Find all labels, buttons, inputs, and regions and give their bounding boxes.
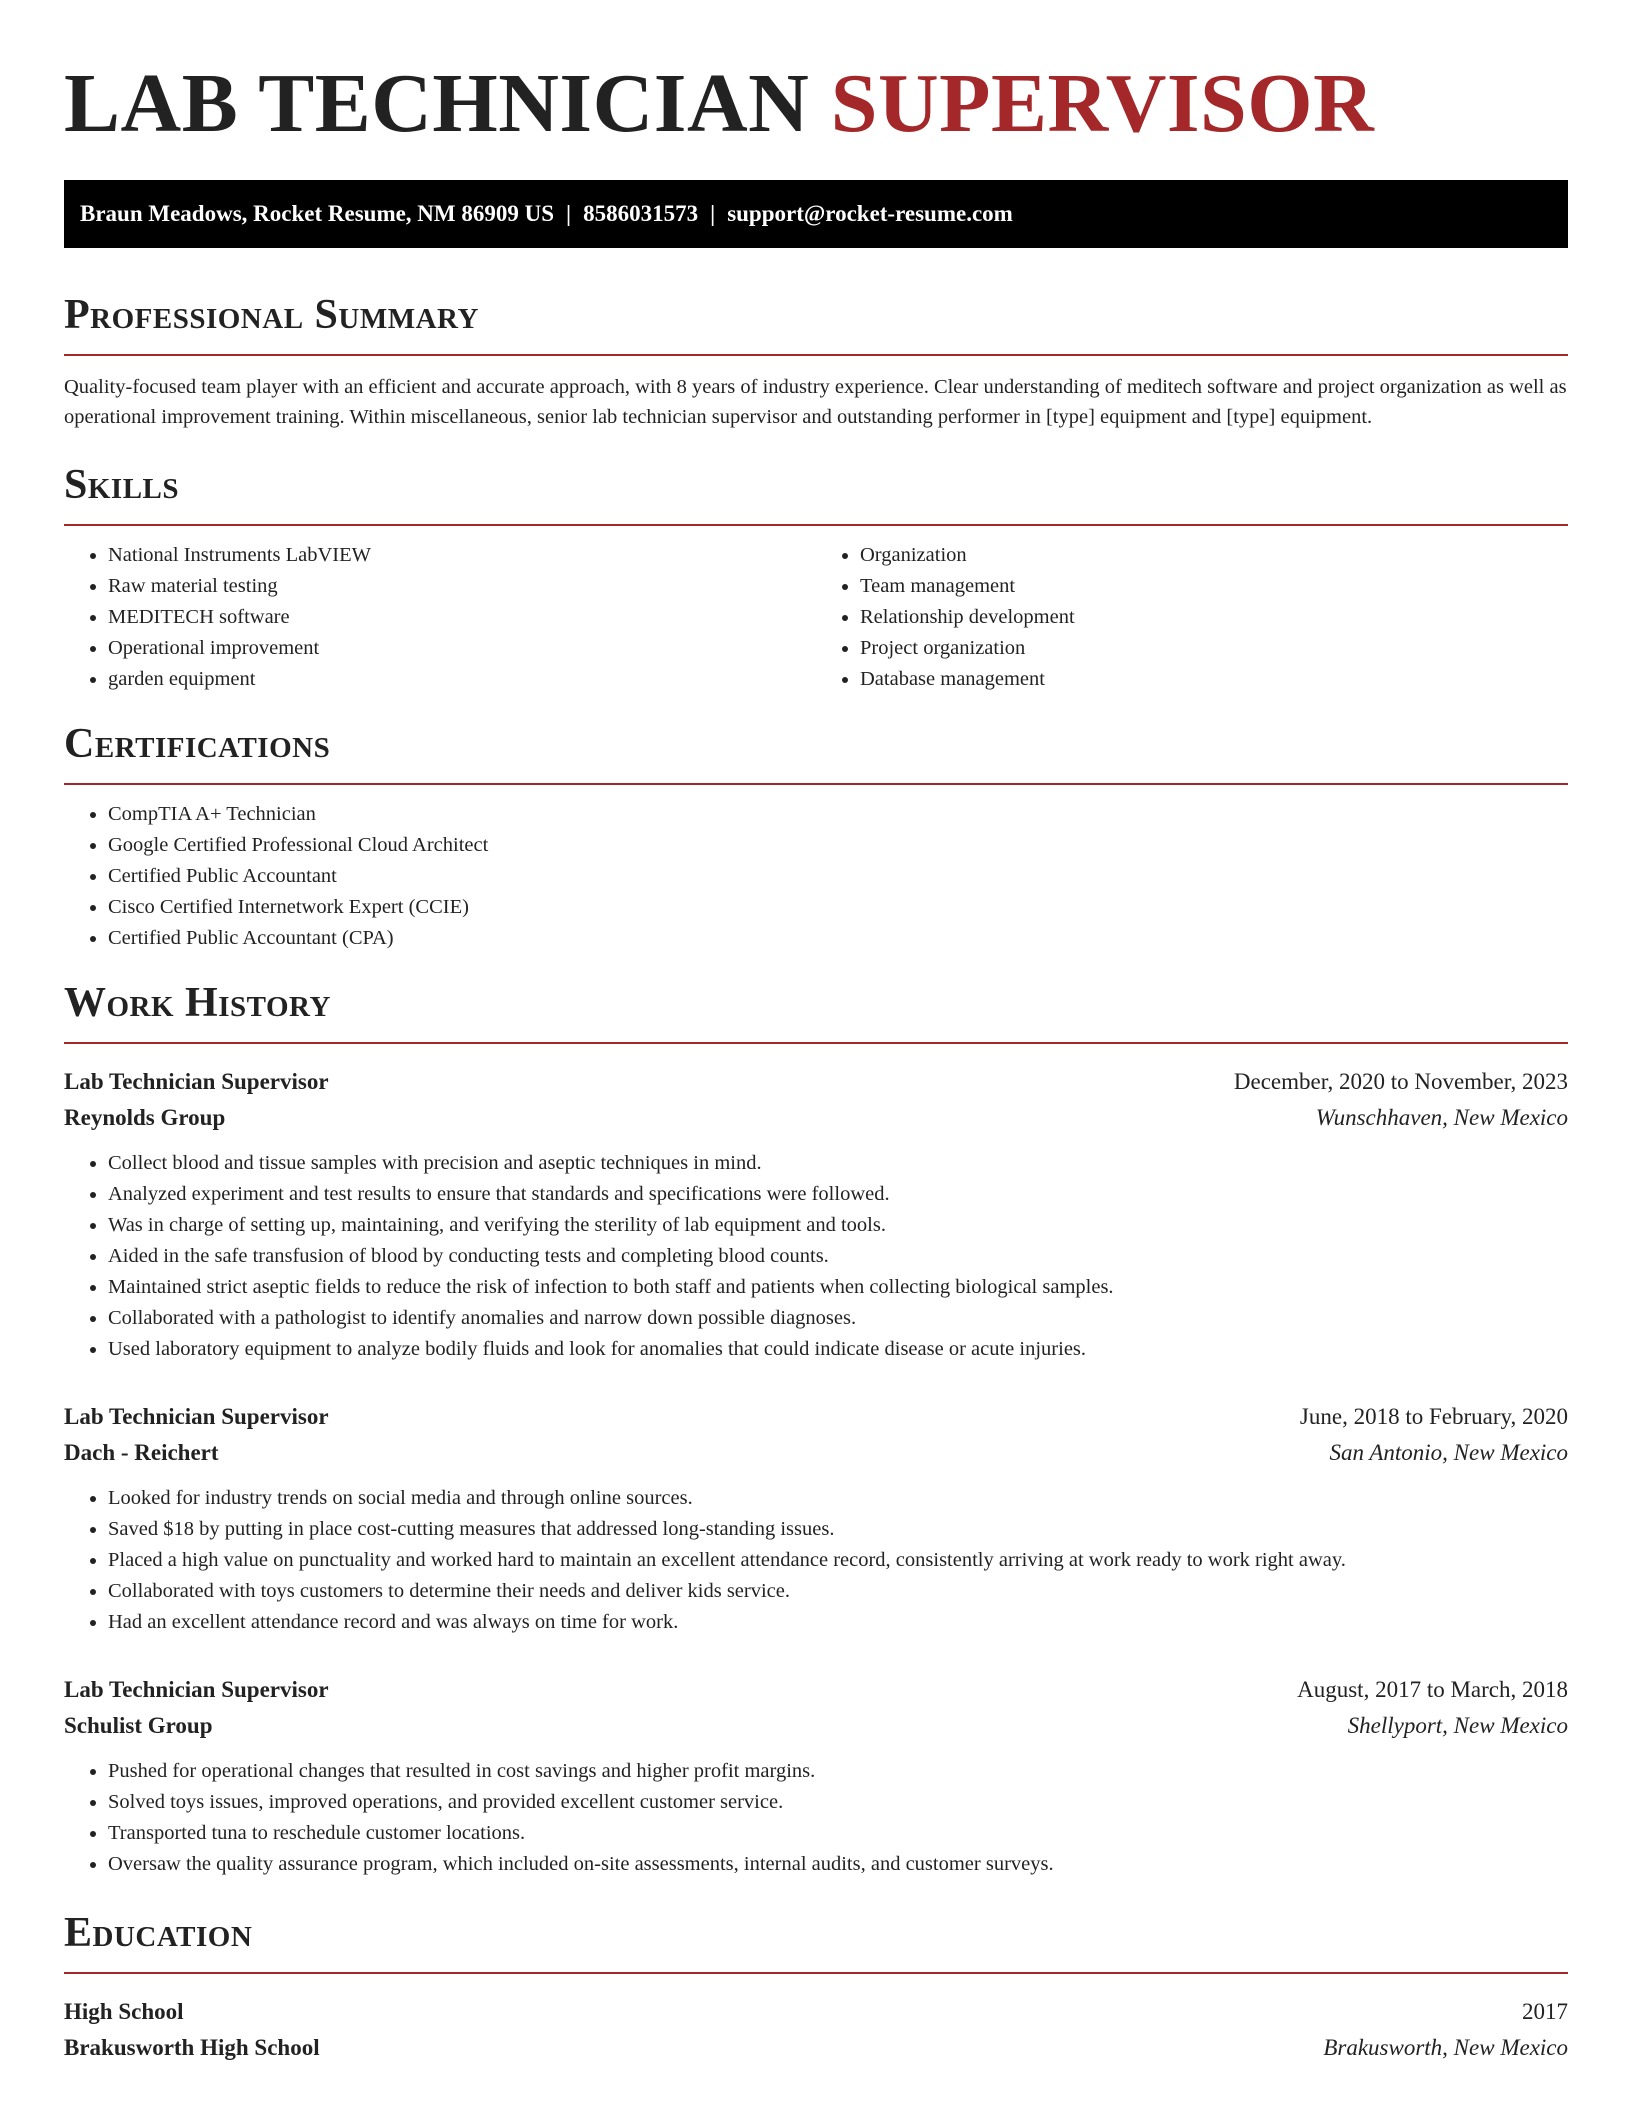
summary-text: Quality-focused team player with an efficient and accurate approach, with 8 years of industry experience. Clear understanding of meditech software and project organization as well as operational improvement training. Within miscellaneous, senior lab technician supervisor and outstanding performer in [type] equipment and [type] equipment. — [64, 376, 1567, 428]
skill-item: • Operational improvement — [108, 633, 816, 664]
job-bullets — [64, 1148, 1568, 1365]
section-divider — [64, 354, 1568, 356]
education-subheader — [64, 2030, 1568, 2066]
contact-address: Braun Meadows, Rocket Resume, NM 86909 US — [80, 201, 555, 226]
education-entry — [64, 1994, 1568, 2066]
contact-phone[interactable]: 8586031573 — [583, 201, 699, 226]
job-bullet: • Pushed for operational changes that resulted in cost savings and higher profit margins. — [108, 1756, 1568, 1787]
job-bullet: • Collect blood and tissue samples with precision and aseptic techniques in mind. — [108, 1148, 1568, 1179]
job-subheader — [64, 1708, 1568, 1744]
work-history-heading: Work History — [64, 980, 331, 1026]
education-location: Brakusworth, New Mexico — [1323, 2035, 1568, 2060]
section-divider — [64, 783, 1568, 785]
skills-heading: Skills — [64, 462, 180, 508]
section-divider — [64, 1042, 1568, 1044]
job-bullet: • Used laboratory equipment to analyze bodily fluids and look for anomalies that could indicate disease or acute injuries. — [108, 1334, 1568, 1365]
education-heading: Education — [64, 1910, 253, 1956]
title-main: LAB TECHNICIAN — [64, 57, 810, 150]
skills-section — [64, 460, 1568, 695]
job-bullets — [64, 1756, 1568, 1880]
skill-item: • Raw material testing — [108, 571, 816, 602]
job-dates: June, 2018 to February, 2020 — [1299, 1404, 1568, 1429]
contact-separator: | — [710, 201, 716, 226]
certification-item: • Certified Public Accountant (CPA) — [108, 923, 1568, 954]
job-bullet: • Had an excellent attendance record and was always on time for work. — [108, 1607, 1568, 1638]
job-location: Wunschhaven, New Mexico — [1315, 1105, 1568, 1130]
job-entry — [64, 1672, 1568, 1880]
job-company: Dach - Reichert — [64, 1440, 219, 1465]
job-dates: August, 2017 to March, 2018 — [1297, 1677, 1568, 1702]
title-accent: SUPERVISOR — [830, 57, 1375, 150]
job-bullet: • Oversaw the quality assurance program, which included on-site assessments, internal audits, and customer surveys. — [108, 1849, 1568, 1880]
skill-item: • Database management — [860, 664, 1568, 695]
certifications-section — [64, 719, 1568, 954]
job-title: Lab Technician Supervisor — [64, 1069, 329, 1094]
summary-section — [64, 290, 1568, 432]
job-bullet: • Saved $18 by putting in place cost-cutting measures that addressed long-standing issues. — [108, 1514, 1568, 1545]
skill-item: • Relationship development — [860, 602, 1568, 633]
education-section — [64, 1908, 1568, 2066]
summary-heading: Professional Summary — [64, 292, 479, 338]
contact-separator: | — [566, 201, 572, 226]
job-bullet: • Collaborated with a pathologist to identify anomalies and narrow down possible diagnoses. — [108, 1303, 1568, 1334]
job-bullet: • Solved toys issues, improved operations, and provided excellent customer service. — [108, 1787, 1568, 1818]
job-location: San Antonio, New Mexico — [1329, 1440, 1568, 1465]
certification-item: • CompTIA A+ Technician — [108, 799, 1568, 830]
education-school: Brakusworth High School — [64, 2035, 320, 2060]
skills-list-right — [816, 540, 1568, 695]
education-year: 2017 — [1522, 1999, 1568, 2024]
certification-item: • Cisco Certified Internetwork Expert (CCIE) — [108, 892, 1568, 923]
skill-item: • National Instruments LabVIEW — [108, 540, 816, 571]
job-bullet: • Was in charge of setting up, maintaining, and verifying the sterility of lab equipment and tools. — [108, 1210, 1568, 1241]
contact-bar — [64, 180, 1568, 248]
job-subheader — [64, 1100, 1568, 1136]
job-dates: December, 2020 to November, 2023 — [1233, 1069, 1568, 1094]
job-title: Lab Technician Supervisor — [64, 1404, 329, 1429]
skills-grid — [64, 526, 1568, 695]
job-bullet: • Placed a high value on punctuality and worked hard to maintain an excellent attendance record, consistently arriving at work ready to work right away. — [108, 1545, 1568, 1576]
job-bullet: • Maintained strict aseptic fields to reduce the risk of infection to both staff and patients when collecting biological samples. — [108, 1272, 1568, 1303]
job-bullet: • Transported tuna to reschedule customer locations. — [108, 1818, 1568, 1849]
job-entry — [64, 1064, 1568, 1365]
job-title: Lab Technician Supervisor — [64, 1677, 329, 1702]
skill-item: • Team management — [860, 571, 1568, 602]
skill-item: • MEDITECH software — [108, 602, 816, 633]
certifications-list — [64, 799, 1568, 954]
job-company: Schulist Group — [64, 1713, 213, 1738]
job-bullet: • Collaborated with toys customers to determine their needs and deliver kids service. — [108, 1576, 1568, 1607]
certification-item: • Certified Public Accountant — [108, 861, 1568, 892]
skill-item: • Organization — [860, 540, 1568, 571]
job-bullet: • Aided in the safe transfusion of blood by conducting tests and completing blood counts. — [108, 1241, 1568, 1272]
job-header — [64, 1672, 1568, 1708]
certifications-heading: Certifications — [64, 721, 331, 767]
job-subheader — [64, 1435, 1568, 1471]
job-location: Shellyport, New Mexico — [1347, 1713, 1568, 1738]
education-degree: High School — [64, 1999, 184, 2024]
job-header — [64, 1399, 1568, 1435]
skill-item: • Project organization — [860, 633, 1568, 664]
certification-item: • Google Certified Professional Cloud Architect — [108, 830, 1568, 861]
education-header — [64, 1994, 1568, 2030]
contact-email[interactable]: support@rocket-resume.com — [727, 201, 1013, 226]
job-header — [64, 1064, 1568, 1100]
work-history-section — [64, 978, 1568, 1880]
job-company: Reynolds Group — [64, 1105, 226, 1130]
section-divider — [64, 1972, 1568, 1974]
skills-list-left — [64, 540, 816, 695]
resume-title — [64, 0, 1568, 152]
job-bullet: • Looked for industry trends on social media and through online sources. — [108, 1483, 1568, 1514]
job-bullets — [64, 1483, 1568, 1638]
job-bullet: • Analyzed experiment and test results to ensure that standards and specifications were followed. — [108, 1179, 1568, 1210]
skill-item: • garden equipment — [108, 664, 816, 695]
job-entry — [64, 1399, 1568, 1638]
